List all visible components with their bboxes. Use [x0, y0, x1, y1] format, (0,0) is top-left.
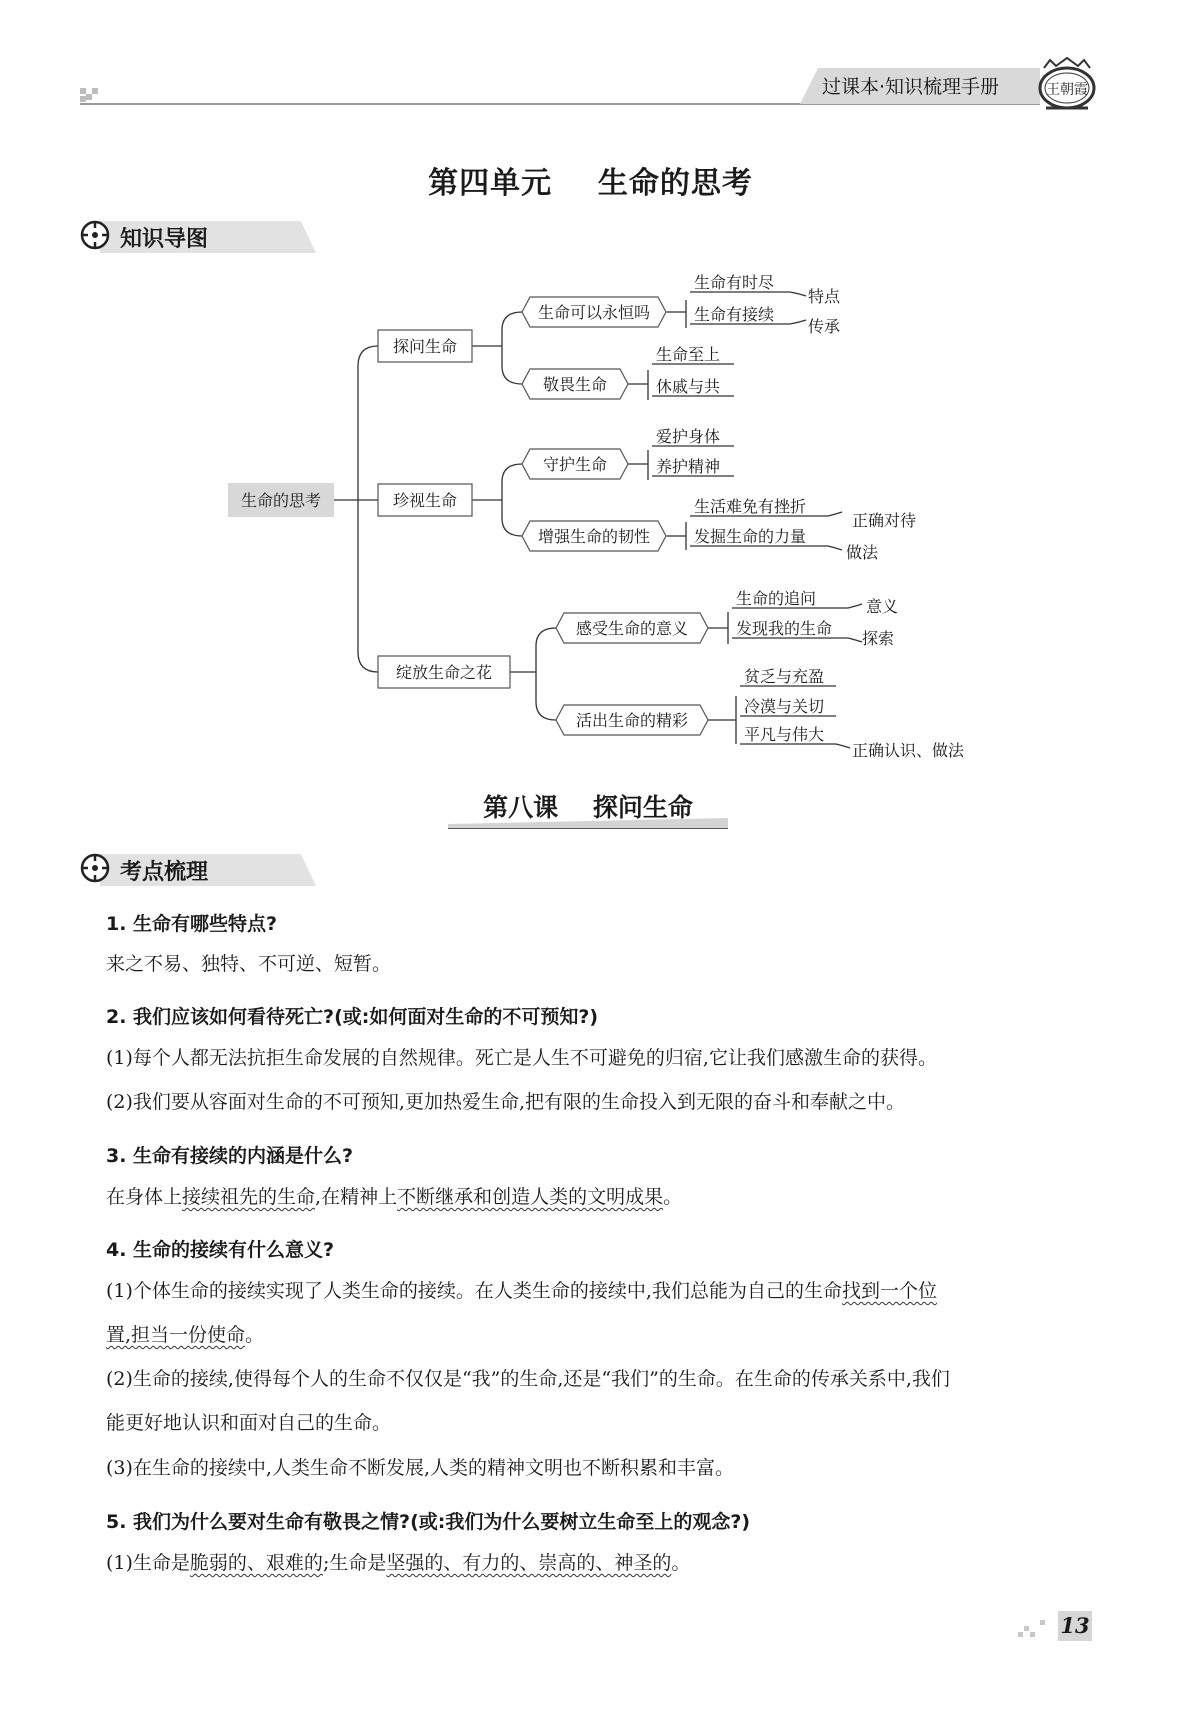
mindmap-l2: 增强生命的韧性 — [537, 527, 651, 546]
mindmap-l4: 做法 — [846, 543, 879, 562]
mindmap-l4: 特点 — [808, 287, 841, 306]
unit-title: 第四单元 生命的思考 — [428, 166, 753, 201]
mindmap-l3: 生活难免有挫折 — [694, 497, 807, 516]
section-title: 考点梳理 — [120, 860, 209, 885]
question-2: 2. 我们应该如何看待死亡?(或:如何面对生命的不可预知?) — [106, 1006, 599, 1028]
mindmap-l3: 冷漠与关切 — [744, 697, 825, 716]
brand-logo — [1036, 56, 1098, 114]
mindmap-l3: 平凡与伟大 — [744, 725, 825, 744]
section-header-points — [80, 853, 330, 887]
question-5: 5. 我们为什么要对生命有敬畏之情?(或:我们为什么要树立生命至上的观念?) — [106, 1511, 751, 1533]
mindmap-l3: 生命至上 — [656, 345, 721, 364]
answer-2-1: (1)每个人都无法抗拒生命发展的自然规律。死亡是人生不可避免的归宿,它让我们感激生命的获得。 — [106, 1047, 937, 1069]
mindmap-l3: 贫乏与充盈 — [744, 667, 825, 686]
mindmap-root: 生命的思考 — [240, 491, 322, 510]
mindmap-l4: 正确认识、做法 — [852, 741, 965, 760]
mindmap-l4: 探索 — [862, 629, 895, 648]
mindmap-l1: 绽放生命之花 — [395, 663, 493, 682]
answer-4-2: (2)生命的接续,使得每个人的生命不仅仅是“我”的生命,还是“我们”的生命。在生命的传承关系中,我们 — [106, 1368, 950, 1390]
lesson-title: 第八课 探问生命 — [483, 793, 693, 822]
mindmap-l3: 生命有时尽 — [694, 273, 775, 292]
mindmap-l3: 生命的追问 — [736, 589, 817, 608]
mindmap-l2: 守护生命 — [542, 455, 608, 474]
lesson-heading — [448, 788, 728, 834]
mindmap-l2: 生命可以永恒吗 — [537, 303, 651, 322]
question-1: 1. 生命有哪些特点? — [106, 913, 278, 935]
header-title: 过课本·知识梳理手册 — [822, 76, 1000, 98]
mindmap-l3: 爱护身体 — [656, 427, 721, 446]
target-icon — [80, 220, 110, 250]
mind-map — [0, 250, 1181, 770]
mindmap-l2: 敬畏生命 — [542, 375, 608, 394]
mindmap-l3: 生命有接续 — [694, 305, 775, 324]
question-3: 3. 生命有接续的内涵是什么? — [106, 1145, 354, 1167]
mindmap-l3: 休戚与共 — [656, 377, 721, 396]
answer-3: 在身体上接续祖先的生命,在精神上不断继承和创造人类的文明成果。 — [106, 1186, 683, 1208]
target-icon — [80, 853, 110, 883]
answer-1: 来之不易、独特、不可逆、短暂。 — [106, 953, 392, 975]
mindmap-l1: 珍视生命 — [392, 491, 458, 510]
mindmap-l4: 传承 — [808, 317, 841, 336]
mindmap-l3: 养护精神 — [656, 457, 721, 476]
answer-4-3: (3)在生命的接续中,人类生命不断发展,人类的精神文明也不断积累和丰富。 — [106, 1457, 734, 1479]
mindmap-l1: 探问生命 — [392, 337, 458, 356]
mindmap-l2: 活出生命的精彩 — [575, 711, 689, 730]
page-number: 13 — [1060, 1613, 1090, 1638]
mindmap-l4: 意义 — [866, 597, 899, 616]
mindmap-l3: 发现我的生命 — [736, 619, 833, 638]
answer-2-2: (2)我们要从容面对生命的不可预知,更加热爱生命,把有限的生命投入到无限的奋斗和奉献之中。 — [106, 1091, 905, 1113]
section-header-map — [80, 220, 330, 254]
mindmap-l4: 正确对待 — [852, 511, 917, 530]
answer-4-1-cont: 置,担当一份使命。 — [106, 1324, 265, 1346]
question-4: 4. 生命的接续有什么意义? — [106, 1239, 335, 1261]
answer-4-1: (1)个体生命的接续实现了人类生命的接续。在人类生命的接续中,我们总能为自己的生命找到一个位 — [106, 1280, 937, 1302]
mindmap-l3: 发掘生命的力量 — [694, 527, 807, 546]
answer-4-2-cont: 能更好地认识和面对自己的生命。 — [106, 1412, 392, 1434]
mindmap-l2: 感受生命的意义 — [575, 619, 689, 638]
answer-5-1: (1)生命是脆弱的、艰难的;生命是坚强的、有力的、崇高的、神圣的。 — [106, 1552, 691, 1574]
svg-text:王朝霞: 王朝霞 — [1046, 82, 1088, 98]
section-title: 知识导图 — [120, 227, 209, 252]
